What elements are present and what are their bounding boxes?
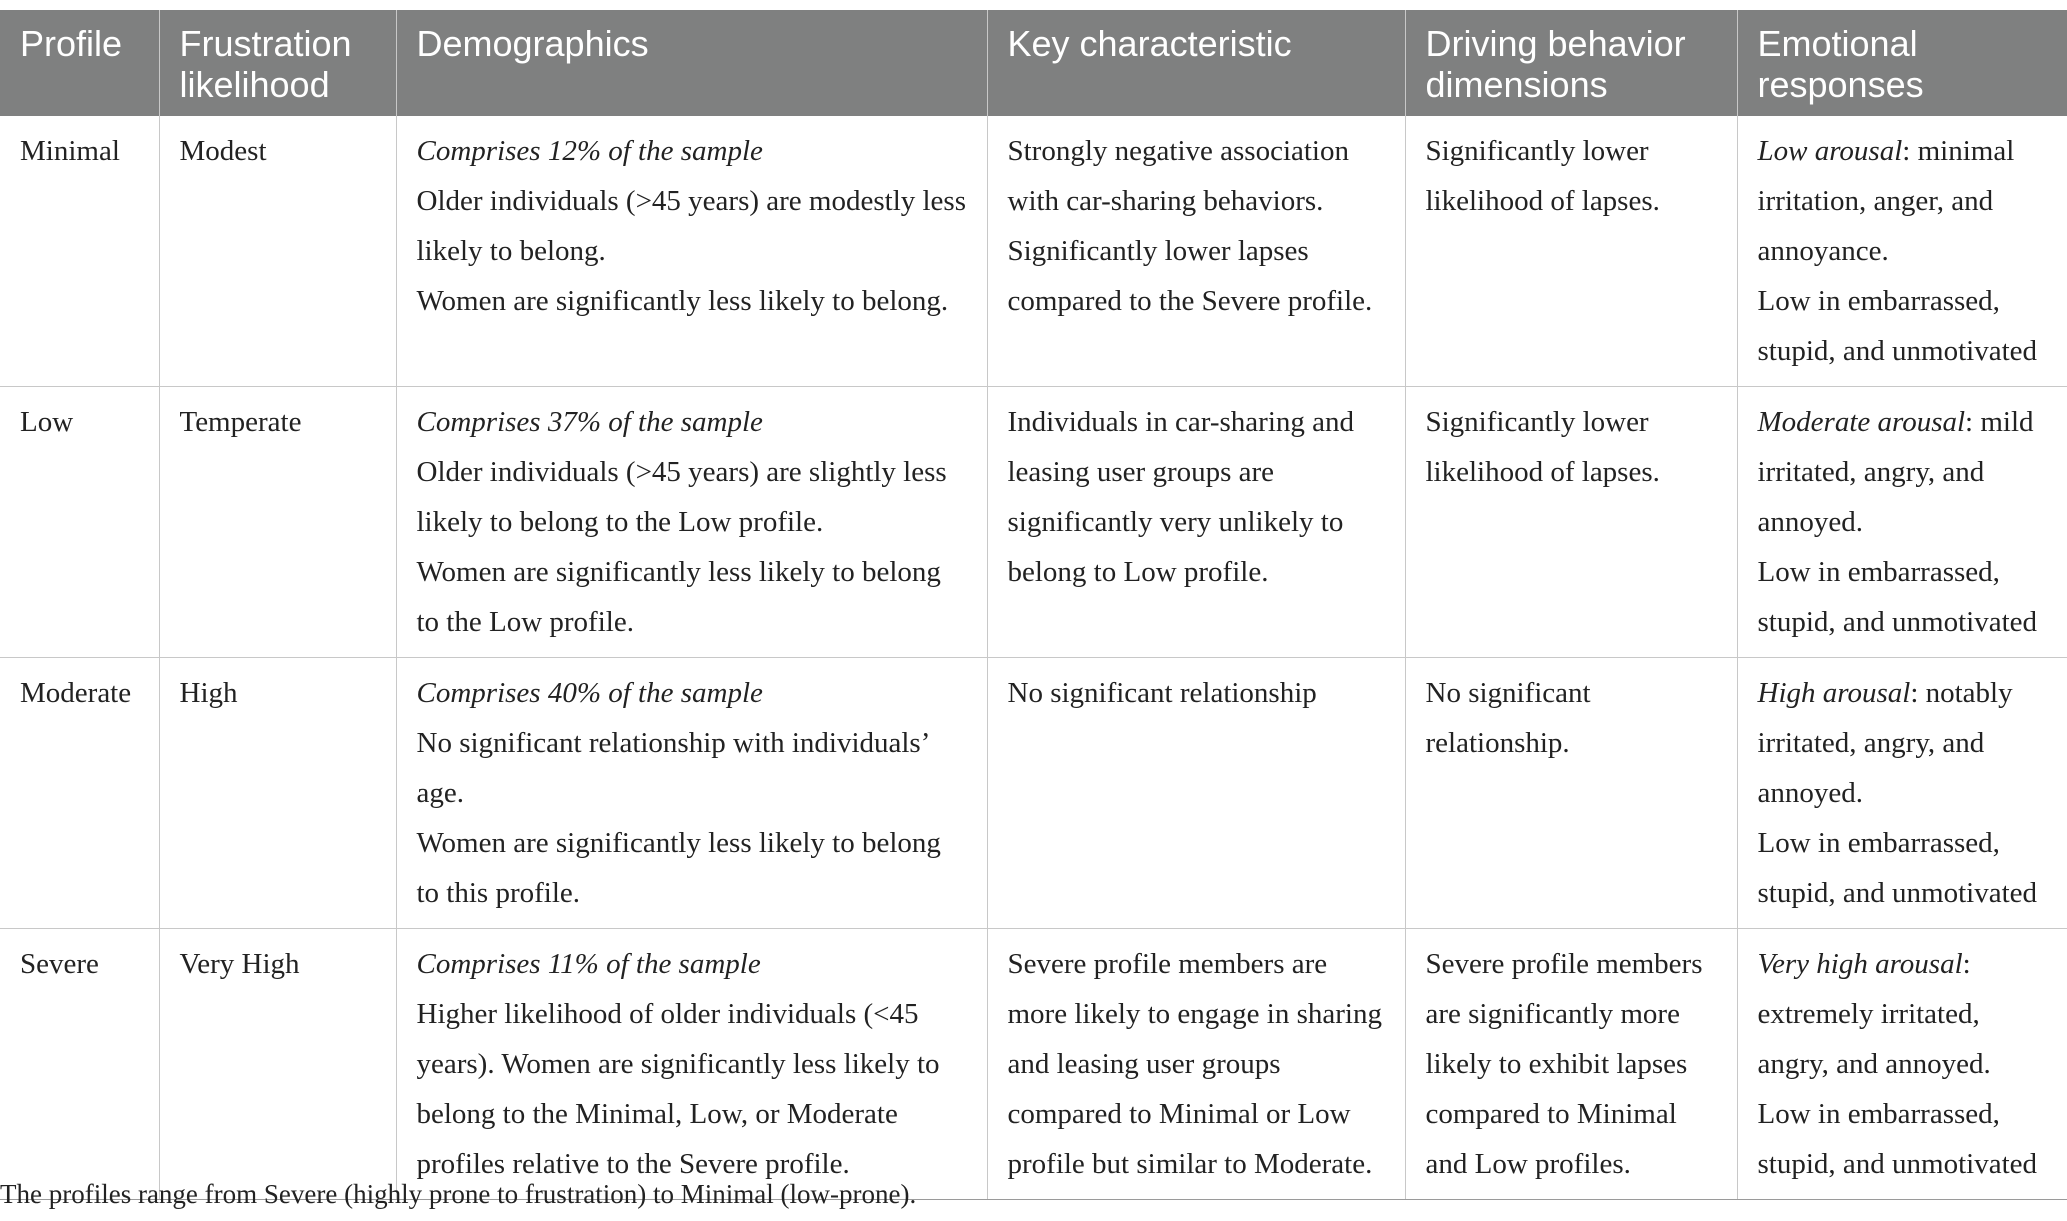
table-row [0,387,2067,658]
cell-emotional-responses [1737,658,2067,929]
cell-emotional-responses [1737,929,2067,1200]
emotional-low-note: Low in embarrassed, stupid, and unmotivated [1757,556,2037,638]
header-emotional-responses: Emotional responses [1737,10,2067,116]
cell-emotional-responses [1737,116,2067,387]
header-key-characteristic: Key characteristic [987,10,1405,116]
demographics-age-note: Older individuals (>45 years) are modestly less likely to belong. [416,185,966,267]
demographics-gender-note: Women are significantly less likely to belong to the Low profile. [416,556,941,638]
cell-key-characteristic: Individuals in car-sharing and leasing user groups are significantly very unlikely to belong to Low profile. [987,387,1405,658]
arousal-description: : minimal irritation, anger, and annoyance. [1757,135,2015,267]
header-profile: Profile [0,10,159,116]
arousal-description: : mild irritated, angry, and annoyed. [1757,406,2034,538]
table-header [0,10,2067,116]
demographics-sample-share: Comprises 40% of the sample [416,677,763,709]
cell-profile: Severe [0,929,159,1200]
cell-demographics [396,387,987,658]
demographics-age-note: No significant relationship with individuals’ age. [416,727,929,809]
demographics-age-gender-note: Higher likelihood of older individuals (<45 years). Women are significantly less likely to belong to the Minimal, Low, or Moderate profiles relative to the Severe profile. [416,998,940,1180]
cell-frustration-likelihood: High [159,658,396,929]
emotional-arousal-line [1758,668,2048,818]
cell-frustration-likelihood: Very High [159,929,396,1200]
demographics-sample-share: Comprises 37% of the sample [416,406,763,438]
header-driving-behavior-dimensions: Driving behavior dimensions [1405,10,1737,116]
arousal-level: Low arousal [1757,135,1903,167]
cell-driving-behavior: Significantly lower likelihood of lapses. [1405,387,1737,658]
emotional-low-note: Low in embarrassed, stupid, and unmotivated [1757,827,2037,909]
demographics-sample-share: Comprises 12% of the sample [416,135,763,167]
arousal-level: Moderate arousal [1757,406,1966,438]
demographics-sample-share: Comprises 11% of the sample [416,948,761,980]
cell-emotional-responses [1737,387,2067,658]
cell-driving-behavior: Significantly lower likelihood of lapses. [1405,116,1737,387]
emotional-arousal-line [1758,939,2048,1089]
cell-profile: Minimal [0,116,159,387]
cell-demographics [396,116,987,387]
table-row [0,658,2067,929]
arousal-level: Very high arousal [1757,948,1963,980]
cell-profile: Low [0,387,159,658]
cell-frustration-likelihood: Modest [159,116,396,387]
cell-key-characteristic: Severe profile members are more likely to engage in sharing and leasing user groups compared to Minimal or Low profile but similar to Moderate. [987,929,1405,1200]
cell-key-characteristic: Strongly negative association with car-sharing behaviors. Significantly lower lapses compared to the Severe profile. [987,116,1405,387]
emotional-low-note: Low in embarrassed, stupid, and unmotivated [1757,285,2037,367]
header-demographics: Demographics [396,10,987,116]
emotional-low-note: Low in embarrassed, stupid, and unmotivated [1757,1098,2037,1180]
emotional-arousal-line [1758,397,2048,547]
table-footnote: The profiles range from Severe (highly prone to frustration) to Minimal (low-prone). [0,1179,917,1209]
table-body [0,116,2067,1200]
header-frustration-likelihood: Frustration likelihood [159,10,396,116]
demographics-gender-note: Women are significantly less likely to belong. [416,285,949,317]
cell-demographics [396,929,987,1200]
arousal-level: High arousal [1757,677,1911,709]
profiles-table-container [0,10,2067,1200]
emotional-arousal-line [1758,126,2048,276]
cell-frustration-likelihood: Temperate [159,387,396,658]
table-row [0,929,2067,1200]
cell-profile: Moderate [0,658,159,929]
demographics-gender-note: Women are significantly less likely to belong to this profile. [416,827,941,909]
demographics-age-note: Older individuals (>45 years) are slightly less likely to belong to the Low profile. [416,456,947,538]
header-row [0,10,2067,116]
profiles-table [0,10,2067,1200]
cell-demographics [396,658,987,929]
cell-driving-behavior: No significant relationship. [1405,658,1737,929]
table-row [0,116,2067,387]
arousal-description: : notably irritated, angry, and annoyed. [1757,677,2013,809]
cell-driving-behavior: Severe profile members are significantly more likely to exhibit lapses compared to Minimal and Low profiles. [1405,929,1737,1200]
cell-key-characteristic: No significant relationship [987,658,1405,929]
arousal-description: : extremely irritated, angry, and annoyed. [1757,948,1991,1080]
